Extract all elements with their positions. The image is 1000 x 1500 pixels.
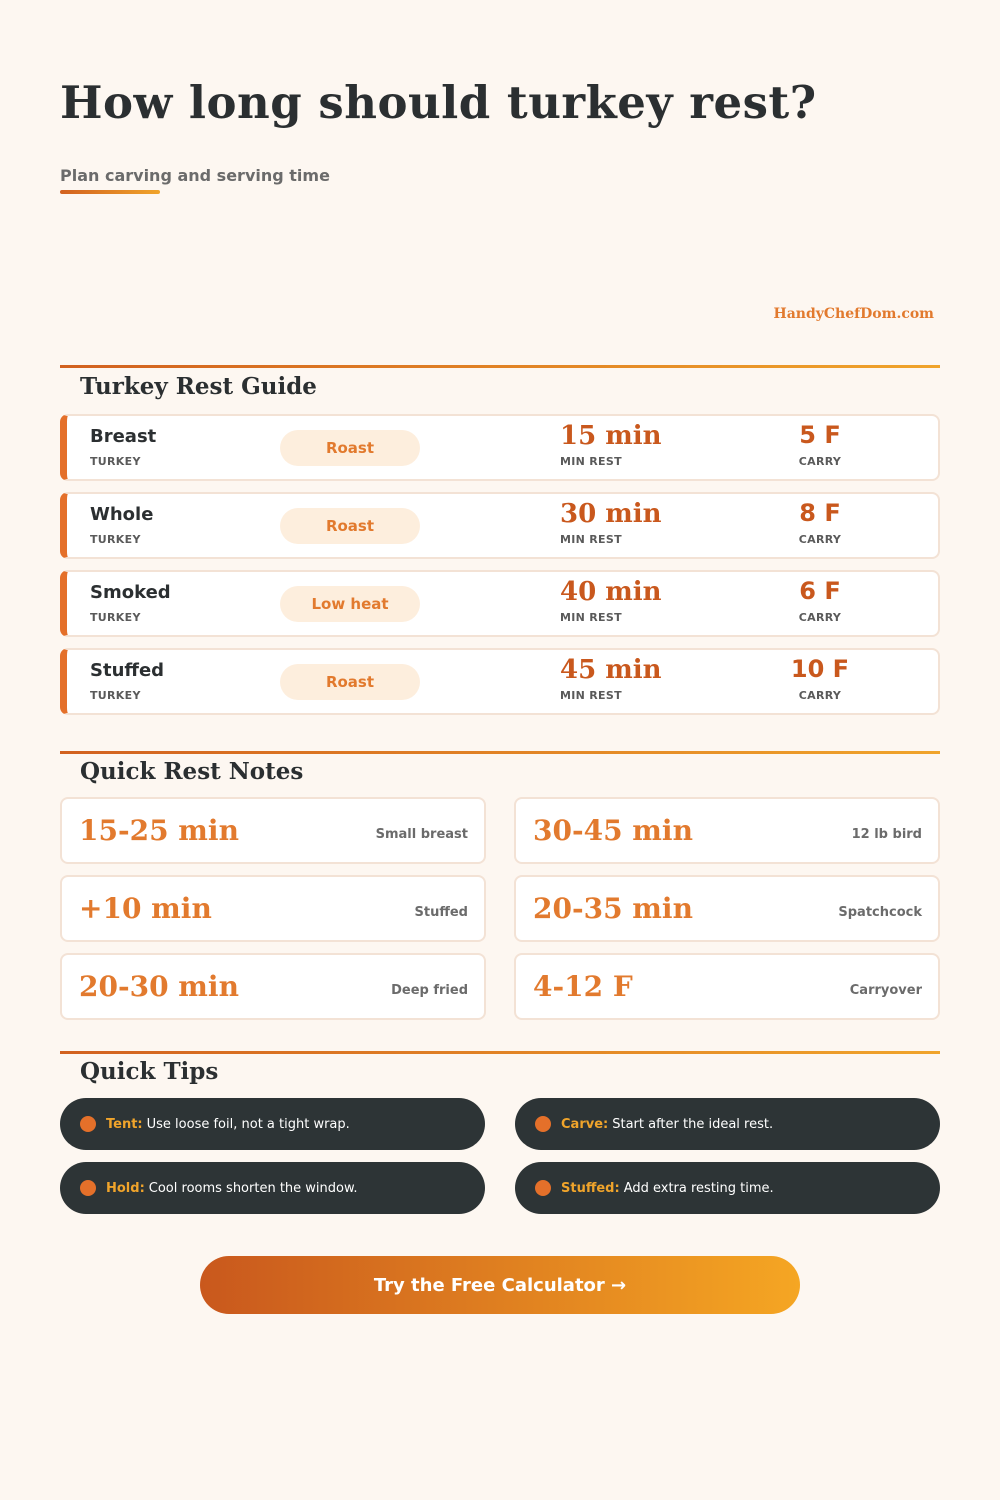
carryover-temp: 5 F — [799, 421, 841, 449]
tip-key: Stuffed: — [561, 1180, 620, 1196]
tip-key: Tent: — [106, 1116, 143, 1132]
guide-row-breast — [60, 414, 940, 481]
note-value: 15-25 min — [79, 814, 239, 847]
tips-section-title: Quick Tips — [80, 1058, 219, 1085]
bullet-dot-icon — [535, 1116, 551, 1132]
tip-text: Start after the ideal rest. — [612, 1116, 774, 1132]
note-label: Spatchcock — [838, 905, 922, 920]
note-card — [60, 953, 486, 1020]
tip-key: Hold: — [106, 1180, 145, 1196]
rest-time-label: MIN REST — [560, 533, 622, 546]
rest-time: 30 min — [560, 499, 662, 529]
note-value: 20-35 min — [533, 892, 693, 925]
guide-row-name: Smoked — [90, 582, 171, 603]
guide-row-kind: TURKEY — [90, 689, 141, 702]
note-value: 4-12 F — [533, 970, 633, 1003]
note-label: Stuffed — [414, 905, 468, 920]
note-label: 12 lb bird — [851, 827, 922, 842]
note-label: Carryover — [849, 983, 922, 998]
method-badge: Roast — [280, 430, 420, 466]
section-divider — [60, 365, 940, 368]
tip-text: Cool rooms shorten the window. — [148, 1180, 358, 1196]
carryover-label: CARRY — [798, 455, 842, 468]
note-value: 30-45 min — [533, 814, 693, 847]
tip-pill — [515, 1162, 940, 1214]
guide-row-kind: TURKEY — [90, 455, 141, 468]
tip-pill — [515, 1098, 940, 1150]
note-value: +10 min — [79, 892, 212, 925]
tip-text: Add extra resting time. — [623, 1180, 774, 1196]
guide-row-kind: TURKEY — [90, 533, 141, 546]
rest-time: 45 min — [560, 655, 662, 685]
bullet-dot-icon — [80, 1116, 96, 1132]
guide-row-stuffed — [60, 648, 940, 715]
tip-key: Carve: — [561, 1116, 609, 1132]
carryover-temp: 8 F — [799, 499, 841, 527]
carryover-temp: 10 F — [790, 655, 850, 683]
carryover-label: CARRY — [798, 611, 842, 624]
page-title: How long should turkey rest? — [60, 76, 817, 129]
rest-time: 40 min — [560, 577, 662, 607]
notes-section-title: Quick Rest Notes — [80, 758, 304, 785]
tip-pill — [60, 1098, 485, 1150]
guide-row-name: Whole — [90, 504, 154, 525]
bullet-dot-icon — [535, 1180, 551, 1196]
page-subtitle: Plan carving and serving time — [60, 166, 330, 185]
carryover-label: CARRY — [798, 689, 842, 702]
note-label: Small breast — [375, 827, 468, 842]
section-divider — [60, 751, 940, 754]
tip-text: Use loose foil, not a tight wrap. — [146, 1116, 350, 1132]
guide-row-name: Stuffed — [90, 660, 165, 681]
note-card — [514, 953, 940, 1020]
note-label: Deep fried — [391, 983, 468, 998]
brand-link[interactable]: HandyChefDom.com — [773, 306, 934, 322]
guide-section-title: Turkey Rest Guide — [80, 373, 317, 400]
note-card — [514, 875, 940, 942]
method-badge: Low heat — [280, 586, 420, 622]
note-card — [60, 875, 486, 942]
rest-time-label: MIN REST — [560, 689, 622, 702]
rest-time: 15 min — [560, 421, 662, 451]
guide-row-kind: TURKEY — [90, 611, 141, 624]
method-badge: Roast — [280, 508, 420, 544]
guide-row-name: Breast — [90, 426, 157, 447]
note-card — [514, 797, 940, 864]
carryover-label: CARRY — [798, 533, 842, 546]
guide-row-smoked — [60, 570, 940, 637]
tip-pill — [60, 1162, 485, 1214]
rest-time-label: MIN REST — [560, 455, 622, 468]
subtitle-underline — [60, 190, 160, 194]
section-divider — [60, 1051, 940, 1054]
bullet-dot-icon — [80, 1180, 96, 1196]
rest-time-label: MIN REST — [560, 611, 622, 624]
calculator-cta-button[interactable]: Try the Free Calculator → — [200, 1256, 800, 1314]
method-badge: Roast — [280, 664, 420, 700]
guide-row-whole — [60, 492, 940, 559]
note-value: 20-30 min — [79, 970, 239, 1003]
carryover-temp: 6 F — [799, 577, 841, 605]
note-card — [60, 797, 486, 864]
